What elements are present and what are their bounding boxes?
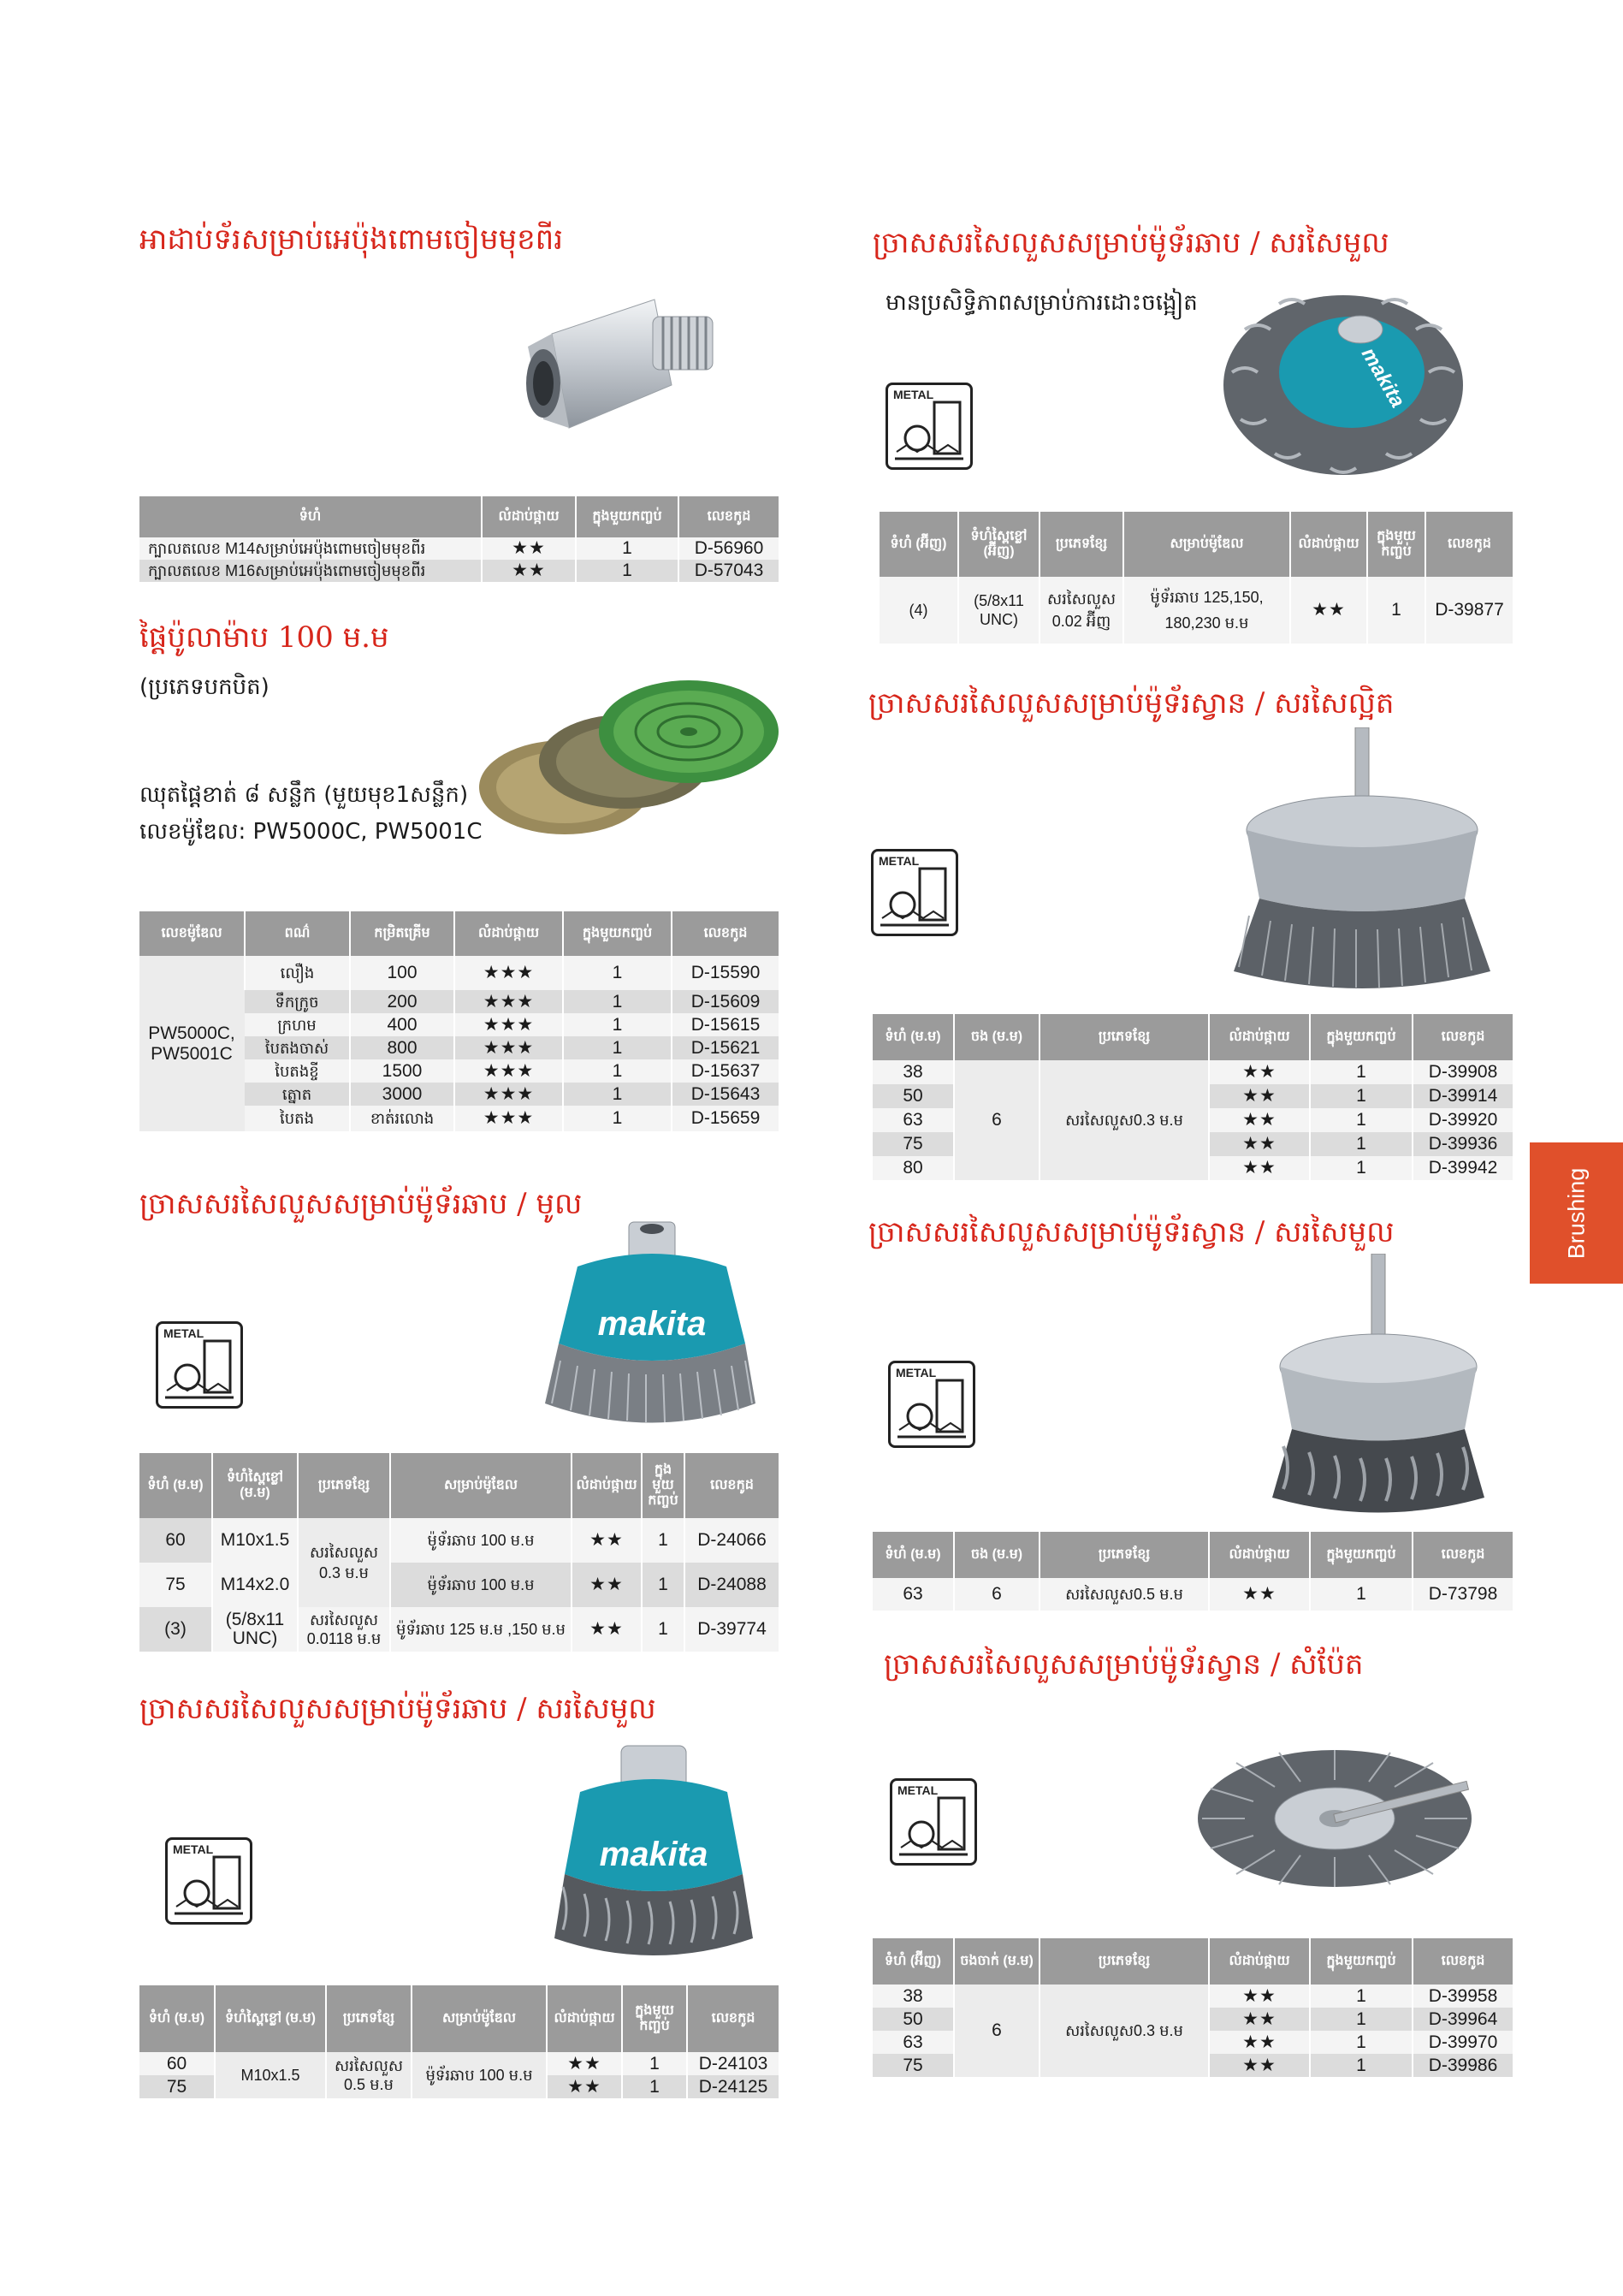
model-line: PW5000C, — [148, 1023, 235, 1043]
color-cell: ទឹកក្រូច — [245, 990, 350, 1013]
qty-cell: 1 — [622, 2075, 687, 2098]
qty-cell: 1 — [563, 1013, 672, 1036]
col-header: ចង (ម.ម) — [954, 1532, 1040, 1578]
crimped-cup-brush-title: ច្រាសសរសៃលួសសម្រាប់ម៉ូទ័រឆាប / មូល — [139, 1187, 583, 1221]
polishing-pad-kit-text: ឈុតផ្ដៃខាត់ ៨ សន្លឹក (មួយមុខ1សន្លឹក) — [139, 782, 469, 808]
shank-cell: 6 — [954, 1985, 1040, 2077]
qty-cell: 1 — [1310, 2008, 1413, 2031]
qty-cell: 1 — [563, 990, 672, 1013]
col-header: ក្នុងមួយកញ្ចប់ — [1310, 1938, 1413, 1985]
code-cell: D-39942 — [1413, 1156, 1513, 1180]
thread-cell: M10x1.5 — [212, 1518, 298, 1563]
col-header: លំដាប់ផ្កាយ — [1290, 512, 1367, 577]
size-cell: 75 — [139, 2075, 215, 2098]
qty-cell: 1 — [563, 1106, 672, 1131]
col-header: ប្រភេទខ្សែ — [1040, 1938, 1209, 1985]
size-cell: 50 — [873, 2008, 954, 2031]
code-cell: D-24066 — [684, 1518, 779, 1563]
color-cell: បៃតងខ្ចី — [245, 1059, 350, 1083]
rating-cell: ★★★ — [454, 1106, 563, 1131]
qty-cell: 1 — [1367, 577, 1425, 644]
col-header: លេខកូដ — [1413, 1014, 1513, 1060]
rating-cell: ★★★ — [454, 1083, 563, 1106]
col-header: កម្រិតគ្រើម — [350, 911, 454, 956]
thread-cell: M10x1.5 — [215, 2052, 326, 2098]
col-header: លេខកូដ — [684, 1453, 779, 1518]
color-cell: បៃតងចាស់ — [245, 1036, 350, 1059]
thread-line: UNC) — [232, 1629, 278, 1648]
table-row — [139, 2052, 779, 2075]
col-header: ទំហំស្ពៃខ្លៅ (ម.ម) — [215, 1985, 326, 2052]
section-tab-label: Brushing — [1563, 1167, 1589, 1259]
model-line: 180,230 ម.ម — [1164, 614, 1249, 632]
code-cell: D-15643 — [672, 1083, 779, 1106]
knot-cup-brush-title: ច្រាសសរសៃលួសសម្រាប់ម៉ូទ័រឆាប / សរសៃមួល — [139, 1692, 656, 1726]
code-cell: D-24088 — [684, 1563, 779, 1607]
qty-cell: 1 — [1310, 1985, 1413, 2008]
grit-cell: ខាត់រលោង — [350, 1106, 454, 1131]
qty-cell: 1 — [642, 1607, 684, 1652]
code-cell: D-15615 — [672, 1013, 779, 1036]
code-cell: D-73798 — [1413, 1578, 1513, 1611]
code-cell: D-15637 — [672, 1059, 779, 1083]
size-cell: 60 — [139, 1518, 212, 1563]
qty-cell: 1 — [1310, 1108, 1413, 1132]
code-cell: D-15659 — [672, 1106, 779, 1131]
wire-line: 0.02 អ៊ីញ — [1051, 613, 1111, 630]
col-header: ប្រភេទខ្សែ — [298, 1453, 390, 1518]
color-cell: ត្នោត — [245, 1083, 350, 1106]
rating-cell: ★★★ — [454, 990, 563, 1013]
metal-icon-label: METAL — [163, 1326, 204, 1340]
metal-icon — [165, 1837, 252, 1925]
col-header: លេខកូដ — [1413, 1532, 1513, 1578]
code-cell: D-39958 — [1413, 1985, 1513, 2008]
rating-cell: ★★ — [1209, 1060, 1310, 1084]
code-cell: D-57043 — [678, 560, 779, 582]
rating-cell: ★★ — [482, 560, 576, 582]
wire-line: 0.3 ម.ម — [319, 1564, 369, 1581]
col-header: លំដាប់ផ្កាយ — [547, 1985, 622, 2052]
col-header: ប្រភេទខ្សែ — [1040, 1014, 1209, 1060]
model-cell: ម៉ូទ័រឆាប 100 ម.ម — [390, 1518, 572, 1563]
col-header: ក្នុងមួយកញ្ចប់ — [622, 1985, 687, 2052]
col-header: ក្នុងមួយកញ្ចប់ — [576, 496, 678, 537]
wire-line: សរសៃលួស — [310, 1611, 378, 1629]
metal-icon — [871, 849, 958, 936]
thread-line: (5/8x11 — [974, 592, 1024, 609]
col-header: ក្នុងមួយកញ្ចប់ — [1367, 512, 1425, 577]
knot-wheel-brush-image — [1215, 278, 1472, 484]
drill-knot-cup-brush-image — [1253, 1254, 1502, 1528]
drill-crimped-cup-brush-title: ច្រាសសរសៃលួសសម្រាប់ម៉ូទ័រស្វាន / សរសៃល្អិត — [868, 686, 1395, 721]
col-header: ប្រភេទខ្សែ — [1040, 512, 1123, 577]
col-header: លេខកូដ — [1413, 1938, 1513, 1985]
metal-icon-label: METAL — [879, 854, 920, 868]
size-cell: 80 — [873, 1156, 954, 1180]
size-cell: 75 — [873, 2054, 954, 2077]
qty-cell: 1 — [1310, 1084, 1413, 1108]
wire-cell: សរសៃលួស0.3 ម.ម — [1040, 1060, 1209, 1180]
model-line: ម៉ូទ័រឆាប 125,150, — [1150, 589, 1264, 606]
adapter-title: អាដាប់ទ័រសម្រាប់អេប៉ុងពោមចៀមមុខពីរ — [139, 222, 564, 257]
rating-cell: ★★★ — [454, 1059, 563, 1083]
qty-cell: 1 — [563, 1059, 672, 1083]
size-cell: (3) — [139, 1607, 212, 1652]
col-header: ទំហំ (ម.ម) — [873, 1014, 954, 1060]
col-header: លំដាប់ផ្កាយ — [482, 496, 576, 537]
metal-icon — [156, 1321, 243, 1409]
code-cell: D-39877 — [1425, 577, 1513, 644]
col-header: ពណ៌ — [245, 911, 350, 956]
grit-cell: 200 — [350, 990, 454, 1013]
code-cell: D-39936 — [1413, 1132, 1513, 1156]
grit-cell: 100 — [350, 956, 454, 990]
rating-cell: ★★★ — [454, 1036, 563, 1059]
model-cell — [1123, 577, 1290, 644]
size-cell: 63 — [873, 1108, 954, 1132]
knot-wheel-brush-table — [880, 512, 1513, 644]
col-header: ចង (ម.ម) — [954, 1014, 1040, 1060]
col-header: ក្នុងមួយកញ្ចប់ — [1310, 1532, 1413, 1578]
grit-cell: 800 — [350, 1036, 454, 1059]
qty-cell: 1 — [642, 1563, 684, 1607]
col-header: លេខកូដ — [687, 1985, 779, 2052]
size-cell: 38 — [873, 1985, 954, 2008]
qty-cell: 1 — [1310, 1132, 1413, 1156]
wire-cell — [298, 1607, 390, 1652]
col-header: ប្រភេទខ្សែ — [326, 1985, 412, 2052]
knot-wheel-brush-subtitle: មានប្រសិទ្ធិភាពសម្រាប់ការដោះចង្អៀត — [886, 290, 1198, 316]
wire-line: 0.5 ម.ម — [344, 2076, 394, 2093]
col-header: ទំហំ (ម.ម) — [139, 1453, 212, 1518]
col-header: លេខកូដ — [678, 496, 779, 537]
crimped-cup-brush-table — [139, 1453, 779, 1652]
qty-cell: 1 — [1310, 1156, 1413, 1180]
table-row — [873, 1578, 1513, 1611]
polishing-pad-image — [475, 672, 783, 843]
rating-cell: ★★ — [1209, 2008, 1310, 2031]
metal-icon-label: METAL — [897, 1783, 939, 1797]
table-row — [873, 1985, 1513, 2008]
color-cell: ក្រហម — [245, 1013, 350, 1036]
description-cell: ក្បាលតលេខ M14សម្រាប់អេប៉ុងពោមចៀមមុខពីរ — [139, 537, 482, 560]
col-header: លំដាប់ផ្កាយ — [572, 1453, 642, 1518]
code-cell: D-39774 — [684, 1607, 779, 1652]
polishing-pad-table — [139, 911, 779, 1131]
qty-cell: 1 — [1310, 1578, 1413, 1611]
drill-crimped-cup-brush-table — [873, 1014, 1513, 1180]
col-header: ទំហំស្ពៃខ្លៅ (ម.ម) — [212, 1453, 298, 1518]
brand-logo: makita — [597, 1305, 707, 1343]
qty-cell: 1 — [563, 956, 672, 990]
metal-icon-label: METAL — [893, 388, 934, 401]
wire-cell — [326, 2052, 412, 2098]
qty-cell: 1 — [576, 560, 678, 582]
brand-logo: makita — [599, 1836, 708, 1873]
code-cell: D-39908 — [1413, 1060, 1513, 1084]
qty-cell: 1 — [563, 1036, 672, 1059]
col-header: ចងចាក់ (ម.ម) — [954, 1938, 1040, 1985]
metal-icon — [888, 1361, 975, 1448]
rating-cell: ★★ — [1209, 1132, 1310, 1156]
col-header: ប្រភេទខ្សែ — [1040, 1532, 1209, 1578]
thread-cell — [958, 577, 1040, 644]
qty-cell: 1 — [642, 1518, 684, 1563]
table-row — [873, 1060, 1513, 1084]
rating-cell: ★★ — [572, 1563, 642, 1607]
col-header: លំដាប់ផ្កាយ — [1209, 1532, 1310, 1578]
col-header: សម្រាប់ម៉ូឌែល — [390, 1453, 572, 1518]
wire-cell: សរសៃលួស0.3 ម.ម — [1040, 1985, 1209, 2077]
col-header: ក្នុងមួយកញ្ចប់ — [1310, 1014, 1413, 1060]
adapter-table — [139, 496, 779, 582]
model-cell: ម៉ូទ័រឆាប 100 ម.ម — [390, 1563, 572, 1607]
drill-wheel-brush-table — [873, 1938, 1513, 2077]
size-cell: 63 — [873, 2031, 954, 2054]
col-header: ទំហំ — [139, 496, 482, 537]
rating-cell: ★★ — [1209, 1084, 1310, 1108]
description-cell: ក្បាលតលេខ M16សម្រាប់អេប៉ុងពោមចៀមមុខពីរ — [139, 560, 482, 582]
code-cell: D-56960 — [678, 537, 779, 560]
drill-crimped-cup-brush-image — [1215, 727, 1506, 1001]
col-header: លំដាប់ផ្កាយ — [454, 911, 563, 956]
wire-cell — [298, 1518, 390, 1607]
thread-cell — [212, 1607, 298, 1652]
rating-cell: ★★ — [1209, 1156, 1310, 1180]
wire-line: 0.0118 ម.ម — [306, 1630, 382, 1647]
rating-cell: ★★ — [547, 2075, 622, 2098]
col-header: ទំហំស្ពៃខ្លៅ (អ៊ីញ) — [958, 512, 1040, 577]
col-header: ទំហំ (អ៊ីញ) — [873, 1938, 954, 1985]
rating-cell: ★★ — [482, 537, 576, 560]
thread-line: (5/8x11 — [225, 1610, 285, 1629]
rating-cell: ★★ — [547, 2052, 622, 2075]
thread-line: UNC) — [980, 611, 1018, 628]
crimped-cup-brush-image — [526, 1215, 774, 1438]
size-cell: 75 — [873, 1132, 954, 1156]
col-header: លំដាប់ផ្កាយ — [1209, 1014, 1310, 1060]
code-cell: D-39964 — [1413, 2008, 1513, 2031]
rating-cell: ★★ — [572, 1518, 642, 1563]
grit-cell: 400 — [350, 1013, 454, 1036]
model-cell: ម៉ូទ័រឆាប 100 ម.ម — [412, 2052, 547, 2098]
code-cell: D-15590 — [672, 956, 779, 990]
table-row — [139, 537, 779, 560]
rating-cell: ★★ — [1209, 1108, 1310, 1132]
col-header: ទំហំ (ម.ម) — [873, 1532, 954, 1578]
rating-cell: ★★ — [1209, 1578, 1310, 1611]
knot-cup-brush-image — [537, 1737, 768, 1968]
drill-knot-cup-brush-table — [873, 1532, 1513, 1611]
qty-cell: 1 — [1310, 2031, 1413, 2054]
code-cell: D-39920 — [1413, 1108, 1513, 1132]
col-header: លេខម៉ូឌែល — [139, 911, 245, 956]
code-cell: D-39914 — [1413, 1084, 1513, 1108]
rating-cell: ★★ — [572, 1607, 642, 1652]
table-row — [139, 560, 779, 582]
size-cell: 63 — [873, 1578, 954, 1611]
polishing-pad-model-text: លេខម៉ូឌែល: PW5000C, PW5001C — [139, 819, 483, 845]
code-cell: D-15621 — [672, 1036, 779, 1059]
size-cell: 60 — [139, 2052, 215, 2075]
drill-knot-cup-brush-title: ច្រាសសរសៃលួសសម្រាប់ម៉ូទ័រស្វាន / សរសៃមួល — [868, 1215, 1395, 1249]
col-header: ទំហំ (អ៊ីញ) — [880, 512, 958, 577]
code-cell: D-39970 — [1413, 2031, 1513, 2054]
color-cell: បៃតង — [245, 1106, 350, 1131]
col-header: សម្រាប់ម៉ូឌែល — [1123, 512, 1290, 577]
col-header: ទំហំ (ម.ម) — [139, 1985, 215, 2052]
wire-line: សរសៃលួស — [1047, 590, 1116, 608]
size-cell: 75 — [139, 1563, 212, 1607]
table-row — [139, 1518, 779, 1563]
size-cell: (4) — [880, 577, 958, 644]
code-cell: D-24103 — [687, 2052, 779, 2075]
knot-cup-brush-table — [139, 1985, 779, 2098]
rating-cell: ★★★ — [454, 1013, 563, 1036]
wire-line: សរសៃលួស — [335, 2057, 403, 2074]
qty-cell: 1 — [622, 2052, 687, 2075]
rating-cell: ★★★ — [454, 956, 563, 990]
rating-cell: ★★ — [1209, 1985, 1310, 2008]
drill-wheel-brush-title: ច្រាសសរសៃលួសសម្រាប់ម៉ូទ័រស្វាន / សំប៉ែត — [884, 1647, 1364, 1682]
metal-icon-label: METAL — [896, 1366, 937, 1379]
table-row — [139, 1563, 779, 1607]
polishing-pad-subtitle: (ប្រភេទបកបិត) — [139, 674, 270, 700]
col-header: ក្នុងមួយកញ្ចប់ — [563, 911, 672, 956]
wire-cell — [1040, 577, 1123, 644]
qty-cell: 1 — [576, 537, 678, 560]
col-header: ក្នុងមួយកញ្ចប់ — [642, 1453, 684, 1518]
size-cell: 50 — [873, 1084, 954, 1108]
rating-cell: ★★ — [1290, 577, 1367, 644]
rating-cell: ★★ — [1209, 2031, 1310, 2054]
model-cell — [139, 956, 245, 1131]
col-header: លេខកូដ — [672, 911, 779, 956]
code-cell: D-39986 — [1413, 2054, 1513, 2077]
adapter-image — [518, 282, 749, 454]
wire-cell: សរសៃលួស0.5 ម.ម — [1040, 1578, 1209, 1611]
qty-cell: 1 — [1310, 2054, 1413, 2077]
table-row — [139, 1607, 779, 1652]
code-cell: D-15609 — [672, 990, 779, 1013]
grit-cell: 1500 — [350, 1059, 454, 1083]
model-line: PW5001C — [151, 1043, 233, 1064]
metal-icon-label: METAL — [173, 1842, 214, 1856]
shank-cell: 6 — [954, 1060, 1040, 1180]
shank-cell: 6 — [954, 1578, 1040, 1611]
size-cell: 38 — [873, 1060, 954, 1084]
model-cell: ម៉ូទ័រឆាប 125 ម.ម ,150 ម.ម — [390, 1607, 572, 1652]
code-cell: D-24125 — [687, 2075, 779, 2098]
rating-cell: ★★ — [1209, 2054, 1310, 2077]
col-header: លេខកូដ — [1425, 512, 1513, 577]
thread-cell: M14x2.0 — [212, 1563, 298, 1607]
metal-icon — [886, 383, 973, 470]
metal-icon — [890, 1778, 977, 1866]
qty-cell: 1 — [563, 1083, 672, 1106]
color-cell: លឿង — [245, 956, 350, 990]
section-tab-brushing — [1530, 1142, 1623, 1284]
polishing-pad-title: ផ្ដៃប៉ូលាម៉ាប 100 ម.ម — [139, 620, 389, 655]
brand-logo: makita — [1356, 343, 1410, 412]
drill-wheel-brush-image — [1194, 1737, 1476, 1900]
col-header: សម្រាប់ម៉ូឌែល — [412, 1985, 547, 2052]
table-row — [880, 577, 1513, 644]
qty-cell: 1 — [1310, 1060, 1413, 1084]
grit-cell: 3000 — [350, 1083, 454, 1106]
col-header: លំដាប់ផ្កាយ — [1209, 1938, 1310, 1985]
table-row — [139, 956, 779, 990]
knot-wheel-brush-title: ច្រាសសរសៃលួសសម្រាប់ម៉ូទ័រឆាប / សរសៃមួល — [873, 226, 1389, 260]
wire-line: សរសៃលួស — [310, 1544, 378, 1561]
